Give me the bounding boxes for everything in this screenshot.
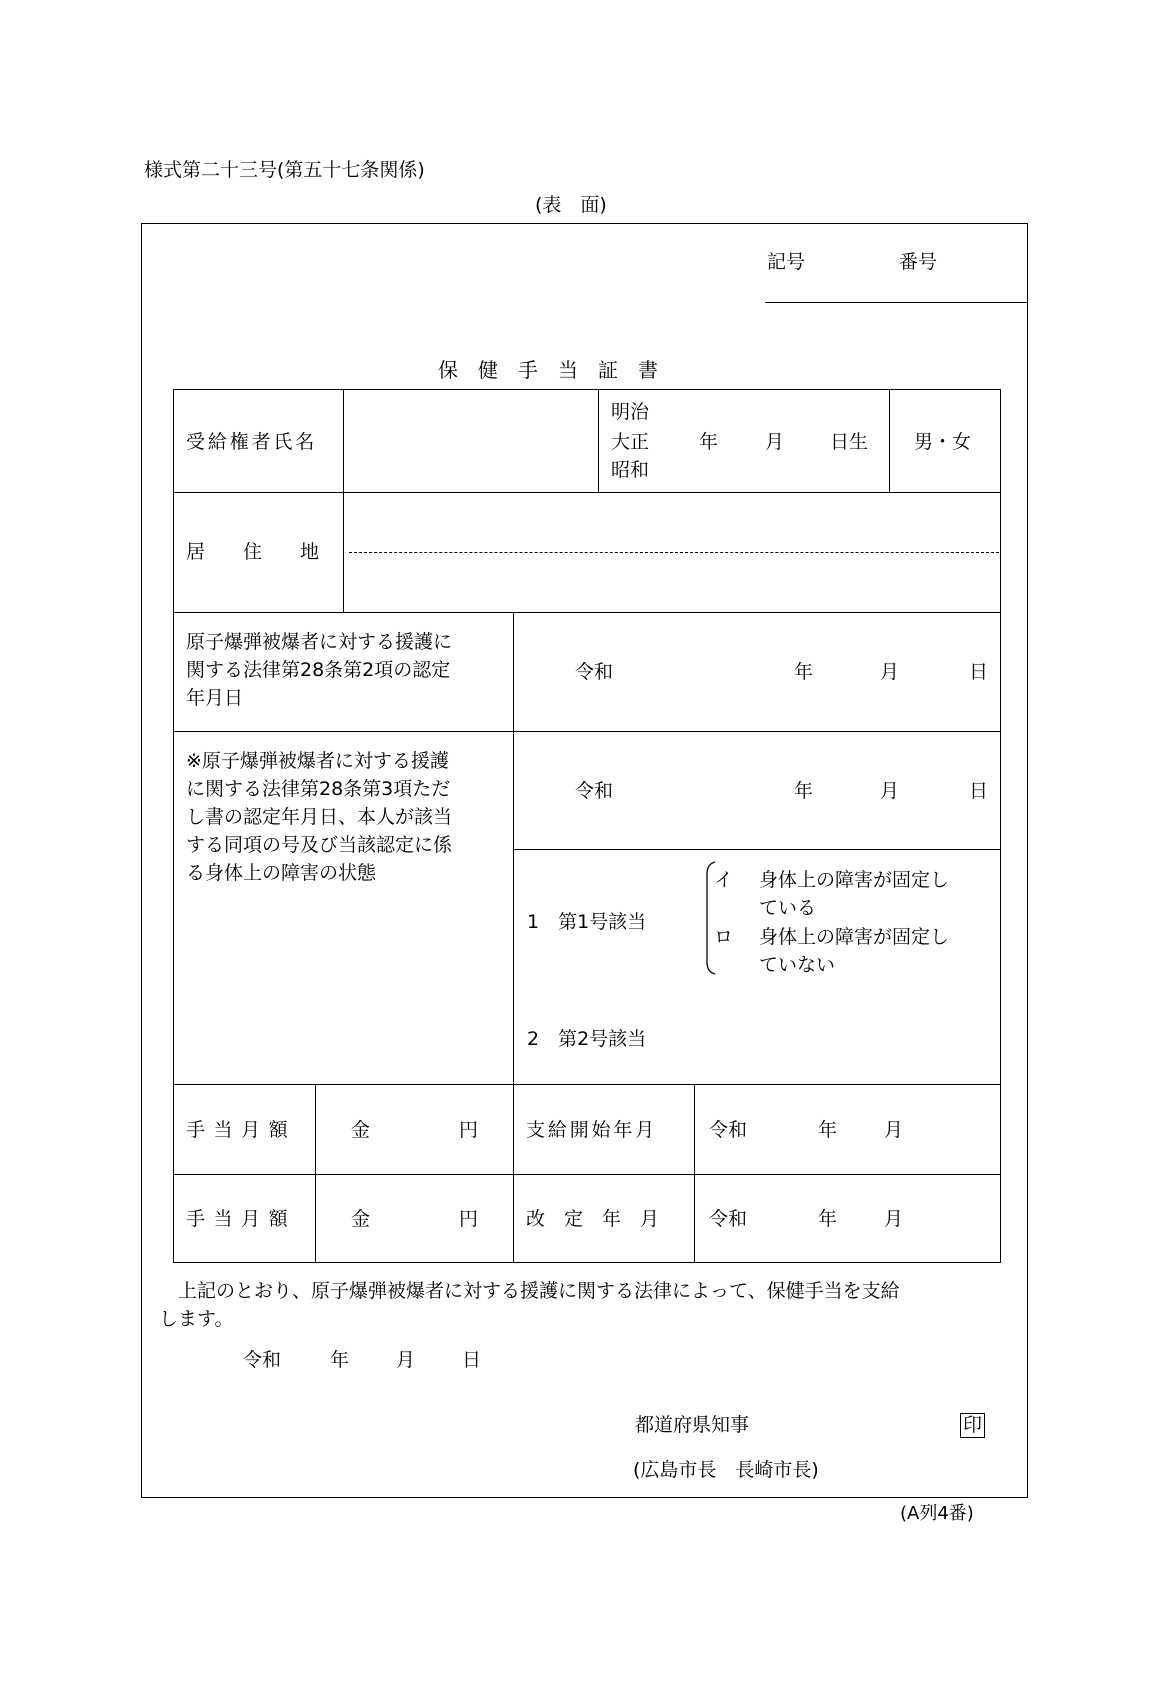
era-taisho: 大正 (611, 431, 650, 453)
label-line: 関する法律第28条第2項の認定 (186, 659, 451, 681)
statement-line-2: します。 (159, 1308, 234, 1330)
divider (598, 389, 599, 492)
divider (173, 1174, 1001, 1175)
address-label: 居 住 地 (186, 541, 320, 563)
cert-2-year: 年 (794, 661, 814, 683)
cert-2-era: 令和 (575, 661, 614, 683)
divider (513, 612, 514, 1262)
cert-3-era: 令和 (575, 780, 614, 802)
cert-2-label (186, 628, 452, 712)
era-showa: 昭和 (611, 459, 650, 481)
cert-2-month: 月 (880, 661, 900, 683)
issue-date-era: 令和 (243, 1349, 282, 1371)
amount-kin: 金 (351, 1119, 371, 1141)
divider (889, 389, 890, 492)
issue-date-day: 日 (462, 1349, 482, 1371)
monthly-amount-label: 手当月額 (186, 1119, 297, 1141)
amount-yen: 円 (459, 1119, 479, 1141)
payment-start-month: 月 (884, 1119, 904, 1141)
payment-start-era: 令和 (709, 1119, 748, 1141)
issuer-alt: (広島市長 長崎市長) (633, 1459, 819, 1481)
amount-yen: 円 (459, 1208, 479, 1230)
payment-start-label: 支給開始年月 (526, 1119, 658, 1141)
revision-year: 年 (818, 1208, 838, 1230)
cert-3-year: 年 (794, 780, 814, 802)
item-1: 1 第1号該当 (527, 911, 647, 933)
label-line: し書の認定年月日、本人が該当 (186, 806, 453, 828)
text-line: ている (759, 897, 817, 919)
issue-date-month: 月 (396, 1349, 416, 1371)
amount-kin: 金 (351, 1208, 371, 1230)
birth-year-label: 年 (699, 431, 719, 453)
address-dotted-line (349, 552, 999, 553)
divider (343, 389, 344, 612)
sub-a-mark: イ (714, 869, 734, 891)
issue-date-year: 年 (330, 1349, 350, 1371)
sub-b-mark: ロ (714, 926, 734, 948)
revision-label: 改 定 年 月 (526, 1208, 660, 1230)
divider (513, 849, 1001, 850)
text-line: ていない (759, 954, 836, 976)
sub-b-text (759, 923, 949, 979)
number-label: 番号 (899, 251, 938, 273)
birth-day-label: 日生 (830, 431, 869, 453)
label-line: 原子爆弾被爆者に対する援護に (186, 631, 453, 653)
divider (173, 1084, 1001, 1085)
label-line: る身体上の障害の状態 (186, 862, 377, 884)
divider (173, 731, 1001, 732)
seal-mark: 印 (960, 1413, 985, 1438)
recipient-name-label: 受給権者氏名 (186, 431, 318, 453)
sub-a-text (759, 866, 949, 922)
text-line: 身体上の障害が固定し (759, 926, 950, 948)
label-line: する同項の号及び当該認定に係 (186, 834, 453, 856)
cert-3-label (186, 747, 452, 887)
gender-label: 男・女 (914, 431, 972, 453)
page-title: 保 健 手 当 証 書 (438, 358, 658, 382)
statement-line-1: 上記のとおり、原子爆弾被爆者に対する援護に関する法律によって、保健手当を支給 (178, 1280, 900, 1302)
issuer: 都道府県知事 (635, 1414, 750, 1436)
monthly-amount-label: 手当月額 (186, 1208, 297, 1230)
divider (315, 1084, 316, 1262)
cert-3-day: 日 (969, 780, 989, 802)
side-label: (表 面) (535, 194, 607, 216)
label-line: 年月日 (186, 687, 244, 709)
divider (694, 1084, 695, 1262)
payment-start-year: 年 (818, 1119, 838, 1141)
symbol-label: 記号 (767, 251, 806, 273)
revision-month: 月 (884, 1208, 904, 1230)
divider (173, 492, 1001, 493)
birth-month-label: 月 (765, 431, 785, 453)
symbol-number-underline (765, 302, 1028, 303)
label-line: に関する法律第28条第3項ただ (186, 778, 451, 800)
form-number: 様式第二十三号(第五十七条関係) (144, 159, 425, 181)
cert-2-day: 日 (969, 661, 989, 683)
paper-size: (A列4番) (900, 1503, 974, 1524)
divider (173, 612, 1001, 613)
item-2: 2 第2号該当 (527, 1028, 647, 1050)
cert-3-month: 月 (880, 780, 900, 802)
revision-era: 令和 (709, 1208, 748, 1230)
text-line: 身体上の障害が固定し (759, 869, 950, 891)
era-meiji: 明治 (611, 401, 650, 423)
label-line: ※原子爆弾被爆者に対する援護 (186, 750, 449, 772)
